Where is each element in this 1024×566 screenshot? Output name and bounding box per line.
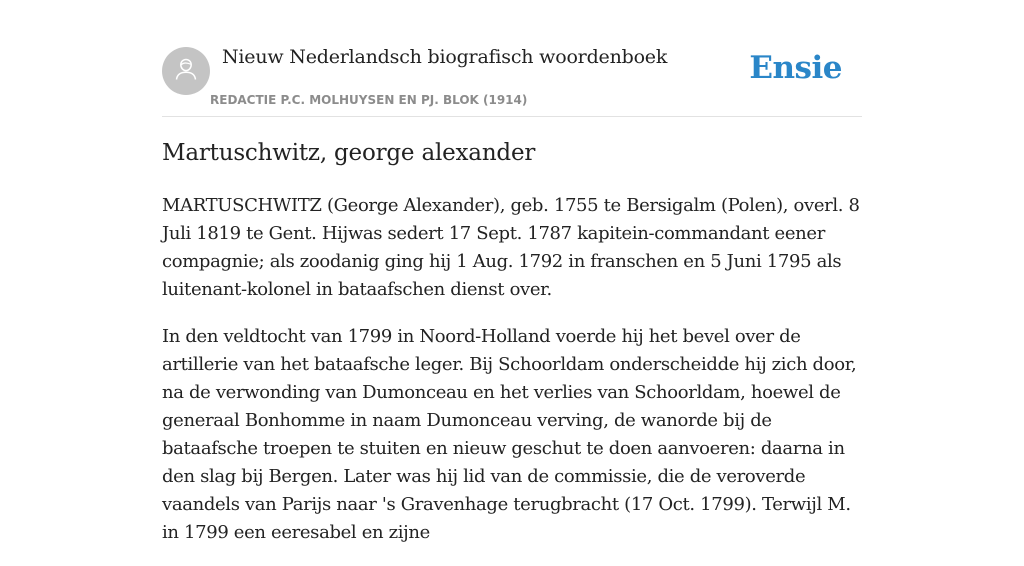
source-header	[162, 46, 862, 117]
entry-paragraph: MARTUSCHWITZ (George Alexander), geb. 1755 te Bersigalm (Polen), overl. 8 Juli 1819 te Gent. Hijwas sedert 17 Sept. 1787 kapitein-commandant eener compagnie; als zoodanig ging hij 1 Aug. 1792 in franschen en 5 Juni 1795 als luitenant-kolonel in bataafschen dienst over.	[162, 195, 860, 300]
entry-paragraph: In den veldtocht van 1799 in Noord-Holland voerde hij het bevel over de artillerie van het bataafsche leger. Bij Schoorldam onderscheidde hij zich door, na de verwonding van Dumonceau en het verlies van Schoorldam, hoewel de generaal Bonhomme in naam Dumonceau verving, de wanorde bij de bataafsche troepen te stuiten en nieuw geschut te doen aanvoeren: daarna in den slag bij Bergen. Later was hij lid van de commissie, die de veroverde vaandels van Parijs naar 's Gravenhage terugbracht (17 Oct. 1799). Terwijl M. in 1799 een eeresabel en zijne	[162, 326, 857, 543]
editors-line: REDACTIE P.C. MOLHUYSEN EN PJ. BLOK (1914)	[210, 93, 528, 107]
user-icon	[173, 56, 199, 87]
brand-logo[interactable]: Ensie	[749, 50, 842, 86]
book-title[interactable]: Nieuw Nederlandsch biografisch woordenboek	[222, 46, 668, 68]
entry-title: Martuschwitz, george alexander	[162, 140, 536, 166]
entry-body	[162, 192, 862, 566]
source-avatar[interactable]	[162, 47, 210, 95]
